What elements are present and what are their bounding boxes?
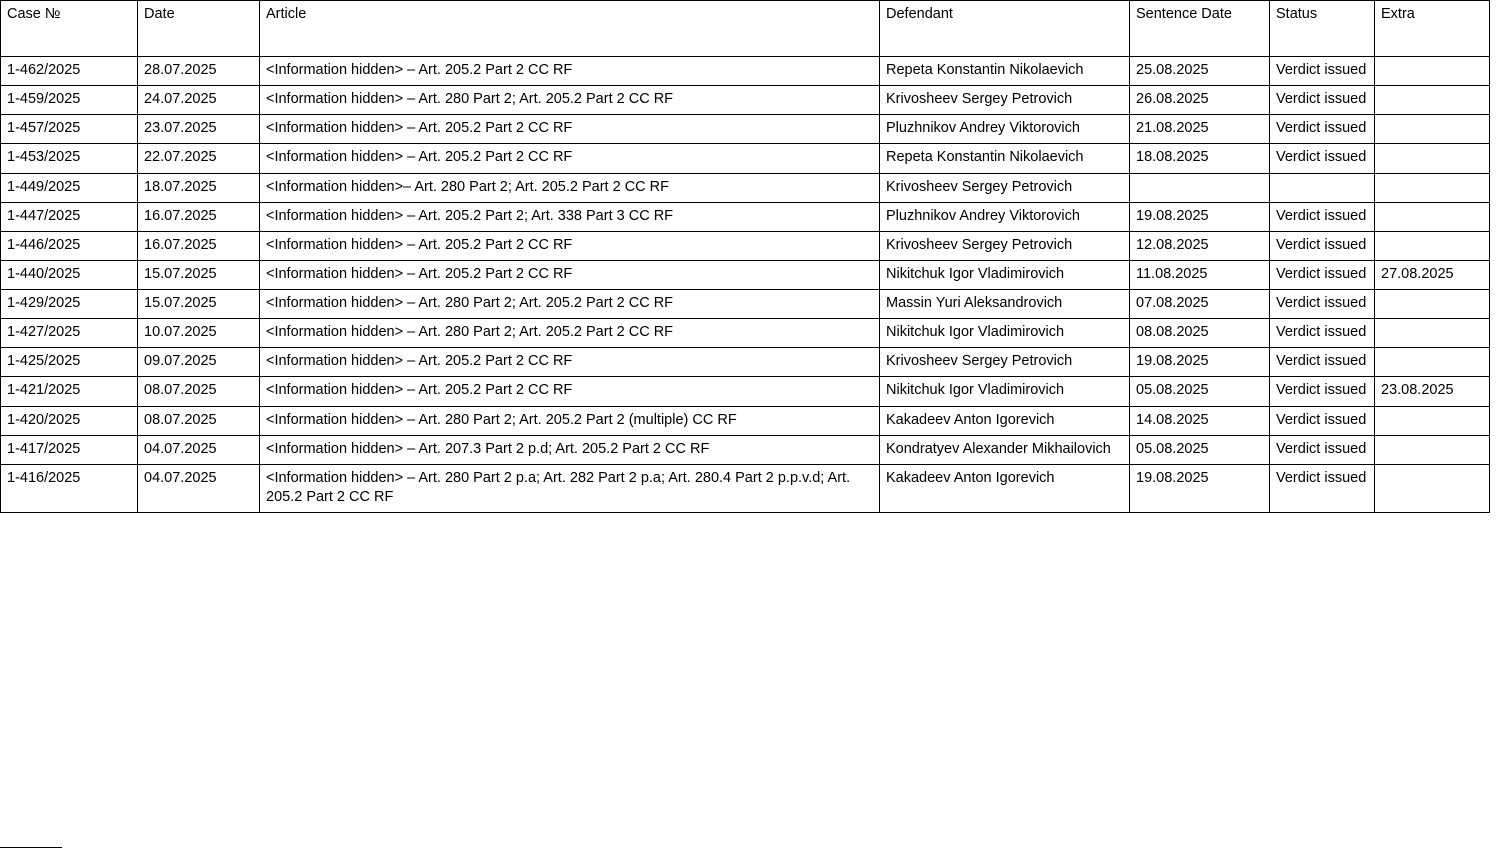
cell-defendant: Krivosheev Sergey Petrovich xyxy=(880,231,1130,260)
cell-article: <Information hidden> – Art. 280 Part 2; Art. 205.2 Part 2 CC RF xyxy=(260,319,880,348)
table-row xyxy=(1,319,1490,348)
cell-defendant: Krivosheev Sergey Petrovich xyxy=(880,348,1130,377)
cell-defendant: Krivosheev Sergey Petrovich xyxy=(880,86,1130,115)
cell-date: 18.07.2025 xyxy=(138,173,260,202)
cell-article: <Information hidden> – Art. 205.2 Part 2 CC RF xyxy=(260,57,880,86)
cell-sentence_date: 05.08.2025 xyxy=(1130,377,1270,406)
cell-date: 23.07.2025 xyxy=(138,115,260,144)
table-row xyxy=(1,377,1490,406)
column-header-defendant: Defendant xyxy=(880,1,1130,57)
cell-status: Verdict issued xyxy=(1270,144,1375,173)
cell-article: <Information hidden> – Art. 205.2 Part 2 CC RF xyxy=(260,144,880,173)
cell-case_no: 1-420/2025 xyxy=(1,406,138,435)
table-row xyxy=(1,290,1490,319)
cell-status: Verdict issued xyxy=(1270,231,1375,260)
cell-date: 04.07.2025 xyxy=(138,435,260,464)
cell-extra xyxy=(1375,348,1490,377)
table-header xyxy=(1,1,1490,57)
table-body xyxy=(1,57,1490,513)
cell-article: <Information hidden> – Art. 280 Part 2 p.a; Art. 282 Part 2 p.a; Art. 280.4 Part 2 p.p.v.d; Art. 205.2 Part 2 CC RF xyxy=(260,464,880,512)
cell-case_no: 1-421/2025 xyxy=(1,377,138,406)
cell-date: 24.07.2025 xyxy=(138,86,260,115)
column-header-sentence-date: Sentence Date xyxy=(1130,1,1270,57)
cell-article: <Information hidden> – Art. 280 Part 2; Art. 205.2 Part 2 (multiple) CC RF xyxy=(260,406,880,435)
cell-case_no: 1-453/2025 xyxy=(1,144,138,173)
cell-status xyxy=(1270,173,1375,202)
cell-case_no: 1-440/2025 xyxy=(1,260,138,289)
cell-article: <Information hidden> – Art. 280 Part 2; Art. 205.2 Part 2 CC RF xyxy=(260,86,880,115)
cell-extra xyxy=(1375,86,1490,115)
cell-case_no: 1-416/2025 xyxy=(1,464,138,512)
cell-status: Verdict issued xyxy=(1270,260,1375,289)
cell-date: 16.07.2025 xyxy=(138,231,260,260)
table-row xyxy=(1,231,1490,260)
cell-date: 15.07.2025 xyxy=(138,260,260,289)
cell-status: Verdict issued xyxy=(1270,319,1375,348)
table-row xyxy=(1,115,1490,144)
table-row xyxy=(1,406,1490,435)
cell-extra xyxy=(1375,144,1490,173)
column-header-case-no: Case № xyxy=(1,1,138,57)
cell-sentence_date: 18.08.2025 xyxy=(1130,144,1270,173)
cell-sentence_date: 21.08.2025 xyxy=(1130,115,1270,144)
cell-defendant: Massin Yuri Aleksandrovich xyxy=(880,290,1130,319)
cell-extra xyxy=(1375,319,1490,348)
cell-case_no: 1-462/2025 xyxy=(1,57,138,86)
page-bottom-rule xyxy=(0,847,62,848)
cell-status: Verdict issued xyxy=(1270,115,1375,144)
table-row xyxy=(1,435,1490,464)
table-row xyxy=(1,57,1490,86)
cell-defendant: Kakadeev Anton Igorevich xyxy=(880,406,1130,435)
cell-date: 04.07.2025 xyxy=(138,464,260,512)
cell-extra xyxy=(1375,231,1490,260)
cell-extra xyxy=(1375,115,1490,144)
cell-status: Verdict issued xyxy=(1270,377,1375,406)
cell-sentence_date: 07.08.2025 xyxy=(1130,290,1270,319)
cell-sentence_date: 11.08.2025 xyxy=(1130,260,1270,289)
cell-defendant: Kondratyev Alexander Mikhailovich xyxy=(880,435,1130,464)
cell-defendant: Repeta Konstantin Nikolaevich xyxy=(880,57,1130,86)
cell-extra xyxy=(1375,464,1490,512)
table-row xyxy=(1,144,1490,173)
cell-date: 28.07.2025 xyxy=(138,57,260,86)
cell-article: <Information hidden> – Art. 205.2 Part 2 CC RF xyxy=(260,231,880,260)
cell-status: Verdict issued xyxy=(1270,406,1375,435)
cell-status: Verdict issued xyxy=(1270,290,1375,319)
cell-extra xyxy=(1375,57,1490,86)
cell-defendant: Pluzhnikov Andrey Viktorovich xyxy=(880,115,1130,144)
cell-sentence_date: 14.08.2025 xyxy=(1130,406,1270,435)
cell-sentence_date: 26.08.2025 xyxy=(1130,86,1270,115)
cell-extra xyxy=(1375,290,1490,319)
cell-case_no: 1-447/2025 xyxy=(1,202,138,231)
table-row xyxy=(1,202,1490,231)
cell-article: <Information hidden>– Art. 280 Part 2; Art. 205.2 Part 2 CC RF xyxy=(260,173,880,202)
cell-extra xyxy=(1375,202,1490,231)
table-row xyxy=(1,86,1490,115)
cell-defendant: Repeta Konstantin Nikolaevich xyxy=(880,144,1130,173)
column-header-article: Article xyxy=(260,1,880,57)
cell-article: <Information hidden> – Art. 205.2 Part 2 CC RF xyxy=(260,115,880,144)
cell-case_no: 1-429/2025 xyxy=(1,290,138,319)
cell-case_no: 1-449/2025 xyxy=(1,173,138,202)
cell-status: Verdict issued xyxy=(1270,464,1375,512)
cell-article: <Information hidden> – Art. 205.2 Part 2 CC RF xyxy=(260,348,880,377)
cell-extra xyxy=(1375,173,1490,202)
cell-extra xyxy=(1375,435,1490,464)
cell-status: Verdict issued xyxy=(1270,86,1375,115)
cell-defendant: Nikitchuk Igor Vladimirovich xyxy=(880,260,1130,289)
cell-extra: 27.08.2025 xyxy=(1375,260,1490,289)
cell-status: Verdict issued xyxy=(1270,348,1375,377)
cell-status: Verdict issued xyxy=(1270,202,1375,231)
cell-sentence_date xyxy=(1130,173,1270,202)
column-header-extra: Extra xyxy=(1375,1,1490,57)
cell-date: 08.07.2025 xyxy=(138,406,260,435)
table-row xyxy=(1,173,1490,202)
cell-status: Verdict issued xyxy=(1270,57,1375,86)
table-row xyxy=(1,260,1490,289)
cell-status: Verdict issued xyxy=(1270,435,1375,464)
cell-sentence_date: 25.08.2025 xyxy=(1130,57,1270,86)
cell-article: <Information hidden> – Art. 207.3 Part 2 p.d; Art. 205.2 Part 2 CC RF xyxy=(260,435,880,464)
cell-sentence_date: 12.08.2025 xyxy=(1130,231,1270,260)
cell-case_no: 1-446/2025 xyxy=(1,231,138,260)
cell-sentence_date: 05.08.2025 xyxy=(1130,435,1270,464)
cell-case_no: 1-459/2025 xyxy=(1,86,138,115)
cell-sentence_date: 08.08.2025 xyxy=(1130,319,1270,348)
table-header-row xyxy=(1,1,1490,57)
cell-date: 16.07.2025 xyxy=(138,202,260,231)
cell-defendant: Nikitchuk Igor Vladimirovich xyxy=(880,377,1130,406)
cell-case_no: 1-425/2025 xyxy=(1,348,138,377)
cell-sentence_date: 19.08.2025 xyxy=(1130,464,1270,512)
cell-case_no: 1-457/2025 xyxy=(1,115,138,144)
column-header-status: Status xyxy=(1270,1,1375,57)
column-header-date: Date xyxy=(138,1,260,57)
cell-extra: 23.08.2025 xyxy=(1375,377,1490,406)
cell-date: 22.07.2025 xyxy=(138,144,260,173)
cell-date: 09.07.2025 xyxy=(138,348,260,377)
cell-sentence_date: 19.08.2025 xyxy=(1130,202,1270,231)
cell-defendant: Pluzhnikov Andrey Viktorovich xyxy=(880,202,1130,231)
cell-defendant: Kakadeev Anton Igorevich xyxy=(880,464,1130,512)
cell-article: <Information hidden> – Art. 205.2 Part 2 CC RF xyxy=(260,260,880,289)
cell-defendant: Nikitchuk Igor Vladimirovich xyxy=(880,319,1130,348)
cell-sentence_date: 19.08.2025 xyxy=(1130,348,1270,377)
cell-date: 10.07.2025 xyxy=(138,319,260,348)
cell-date: 15.07.2025 xyxy=(138,290,260,319)
cell-case_no: 1-417/2025 xyxy=(1,435,138,464)
cell-article: <Information hidden> – Art. 280 Part 2; Art. 205.2 Part 2 CC RF xyxy=(260,290,880,319)
cell-article: <Information hidden> – Art. 205.2 Part 2; Art. 338 Part 3 CC RF xyxy=(260,202,880,231)
cell-date: 08.07.2025 xyxy=(138,377,260,406)
table-row xyxy=(1,348,1490,377)
cell-article: <Information hidden> – Art. 205.2 Part 2 CC RF xyxy=(260,377,880,406)
cell-case_no: 1-427/2025 xyxy=(1,319,138,348)
table-row xyxy=(1,464,1490,512)
cell-extra xyxy=(1375,406,1490,435)
cell-defendant: Krivosheev Sergey Petrovich xyxy=(880,173,1130,202)
